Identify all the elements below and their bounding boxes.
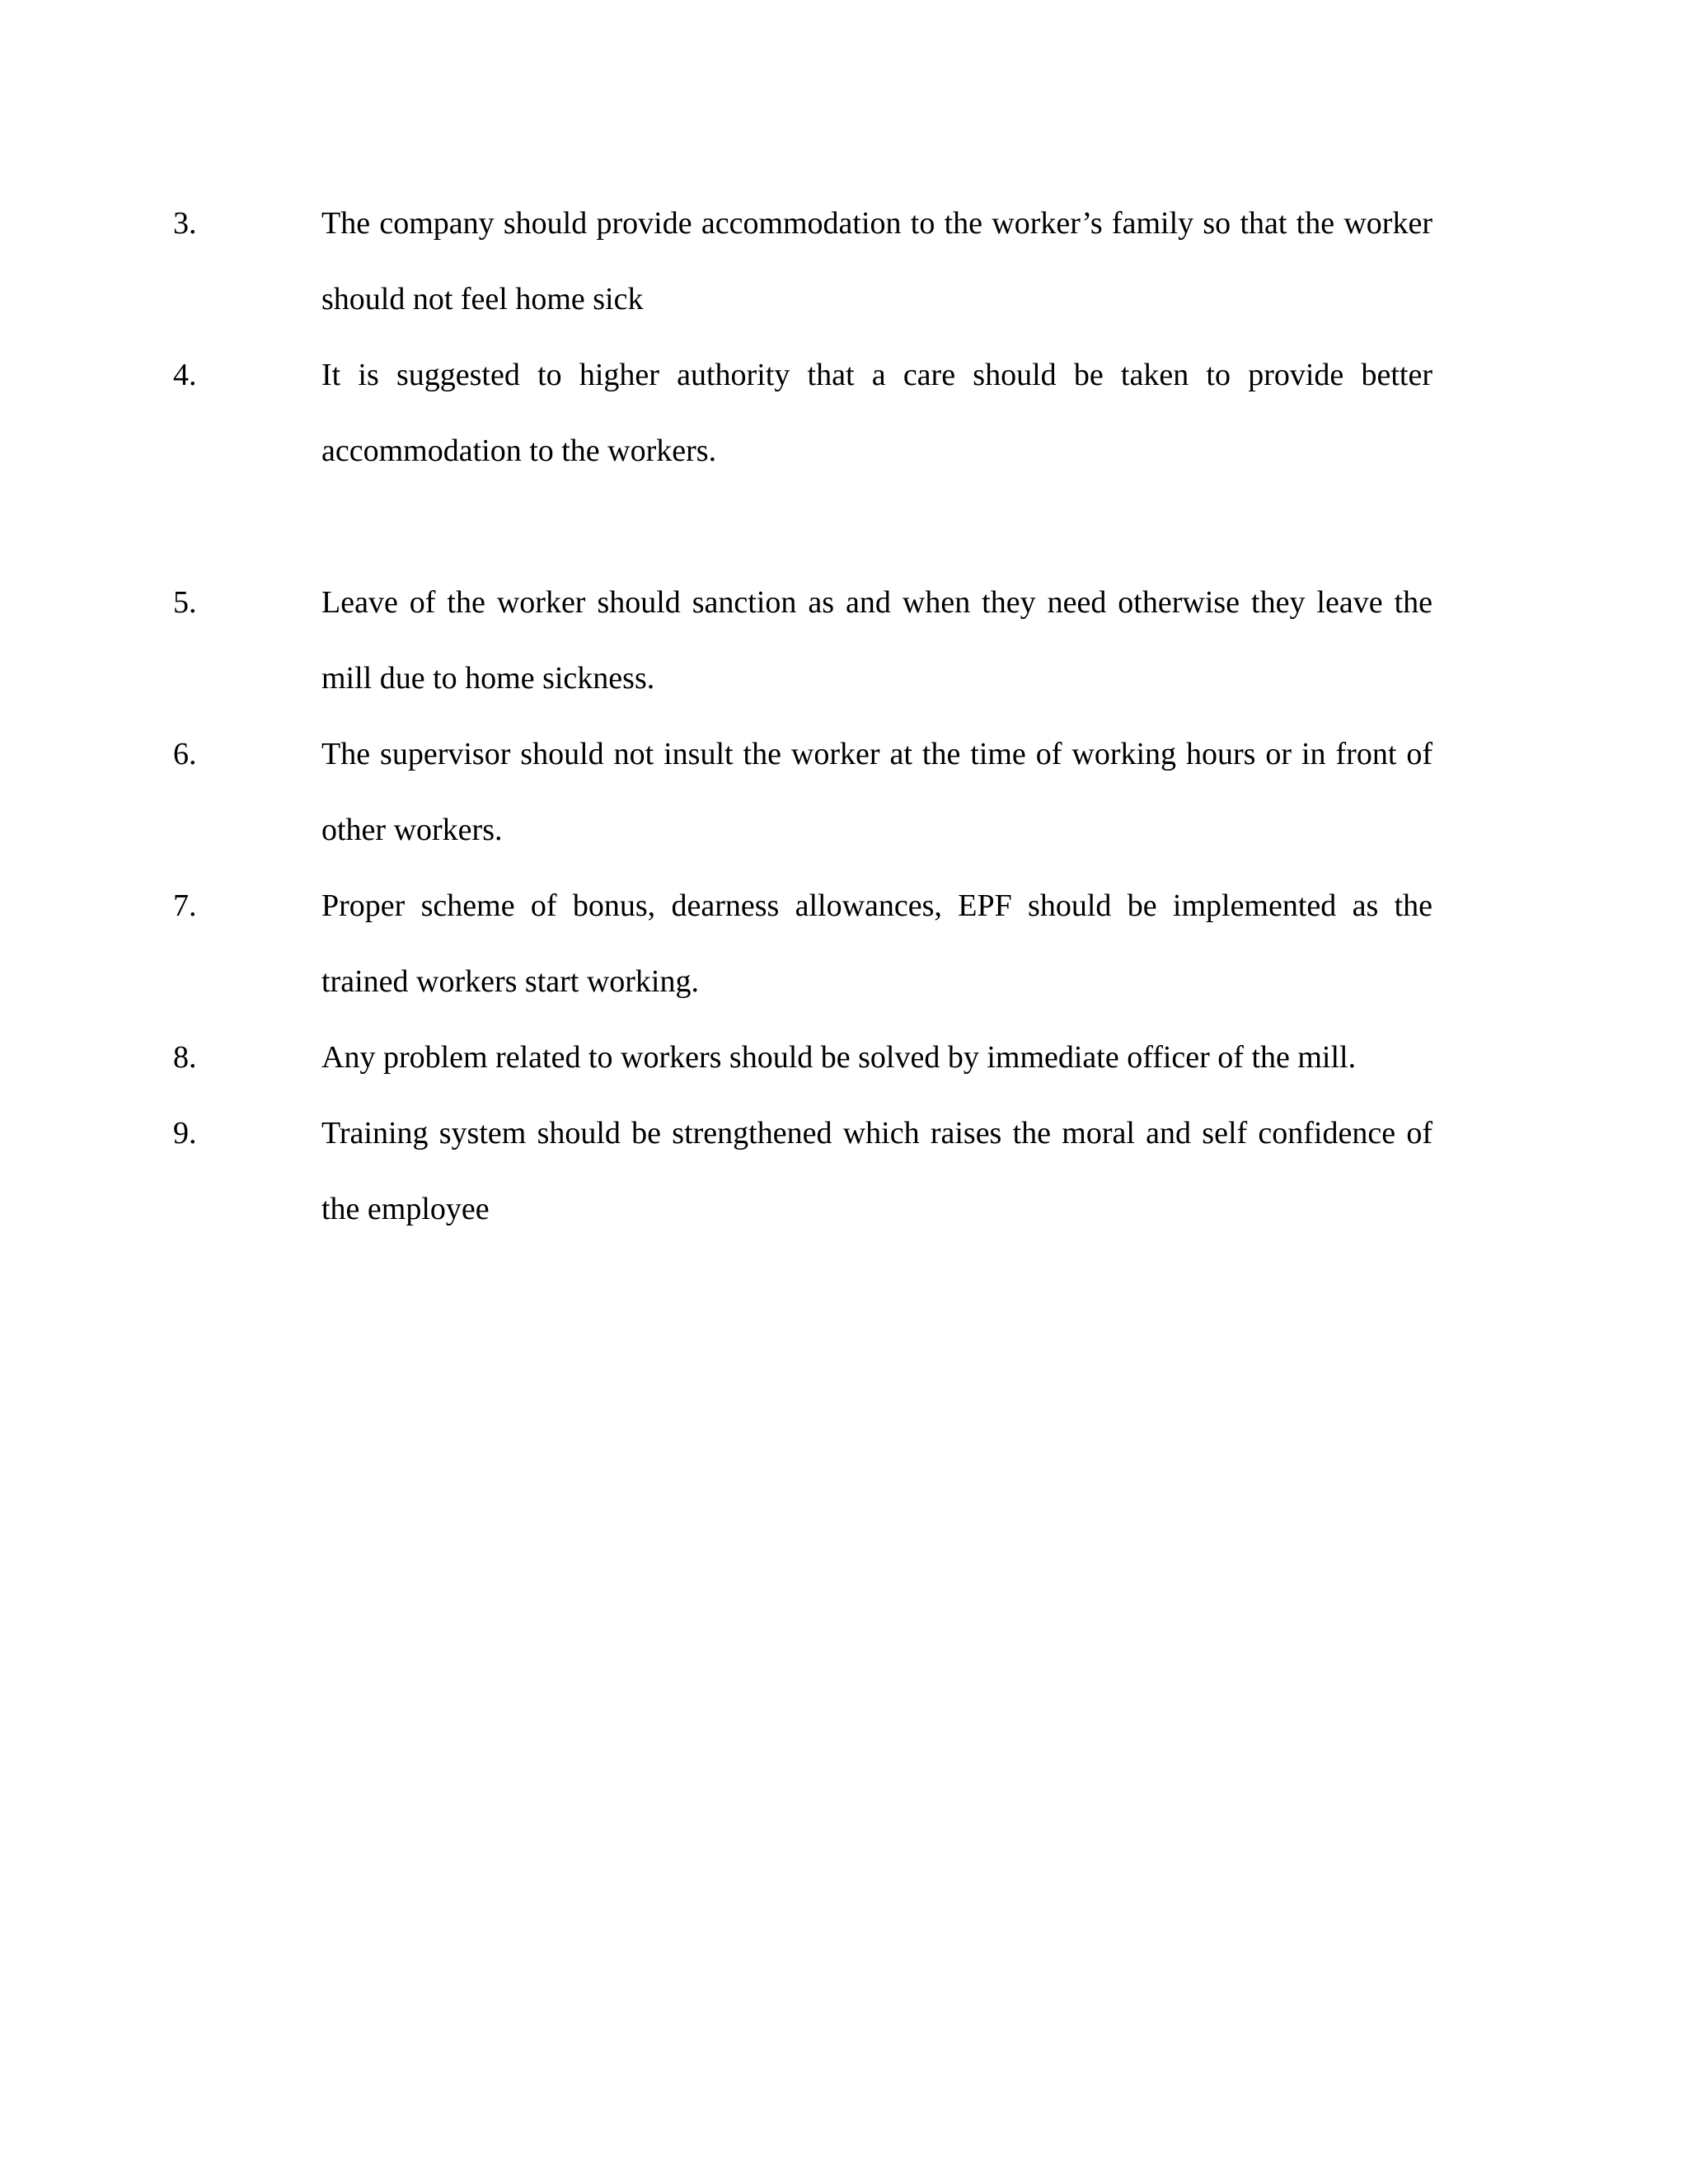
list-item — [0, 185, 1688, 337]
item-number: 5. — [173, 585, 197, 620]
list-item — [0, 565, 1688, 716]
list-item — [0, 868, 1688, 1019]
list-item — [0, 337, 1688, 489]
item-text: Leave of the worker should sanction as and when they need otherwise they leave the mill due to home sickness. — [321, 585, 1432, 696]
item-number: 3. — [173, 206, 197, 241]
item-number: 4. — [173, 358, 197, 392]
item-number: 9. — [173, 1116, 197, 1151]
item-text: The company should provide accommodation to the worker’s family so that the worker should not feel home sick — [321, 206, 1432, 316]
suggestions-list — [0, 185, 1688, 1247]
item-number: 6. — [173, 737, 197, 771]
item-number: 7. — [173, 888, 197, 923]
list-item — [0, 1095, 1688, 1247]
list-item — [0, 1019, 1688, 1095]
item-text: It is suggested to higher authority that a care should be taken to provide better accommodation to the workers. — [321, 358, 1432, 468]
item-text: The supervisor should not insult the worker at the time of working hours or in front of other workers. — [321, 737, 1432, 847]
list-item — [0, 716, 1688, 868]
item-text: Training system should be strengthened which raises the moral and self confidence of the employee — [321, 1116, 1432, 1226]
item-text: Any problem related to workers should be solved by immediate officer of the mill. — [321, 1040, 1357, 1075]
item-number: 8. — [173, 1040, 197, 1075]
item-text: Proper scheme of bonus, dearness allowances, EPF should be implemented as the trained workers start working. — [321, 888, 1432, 999]
